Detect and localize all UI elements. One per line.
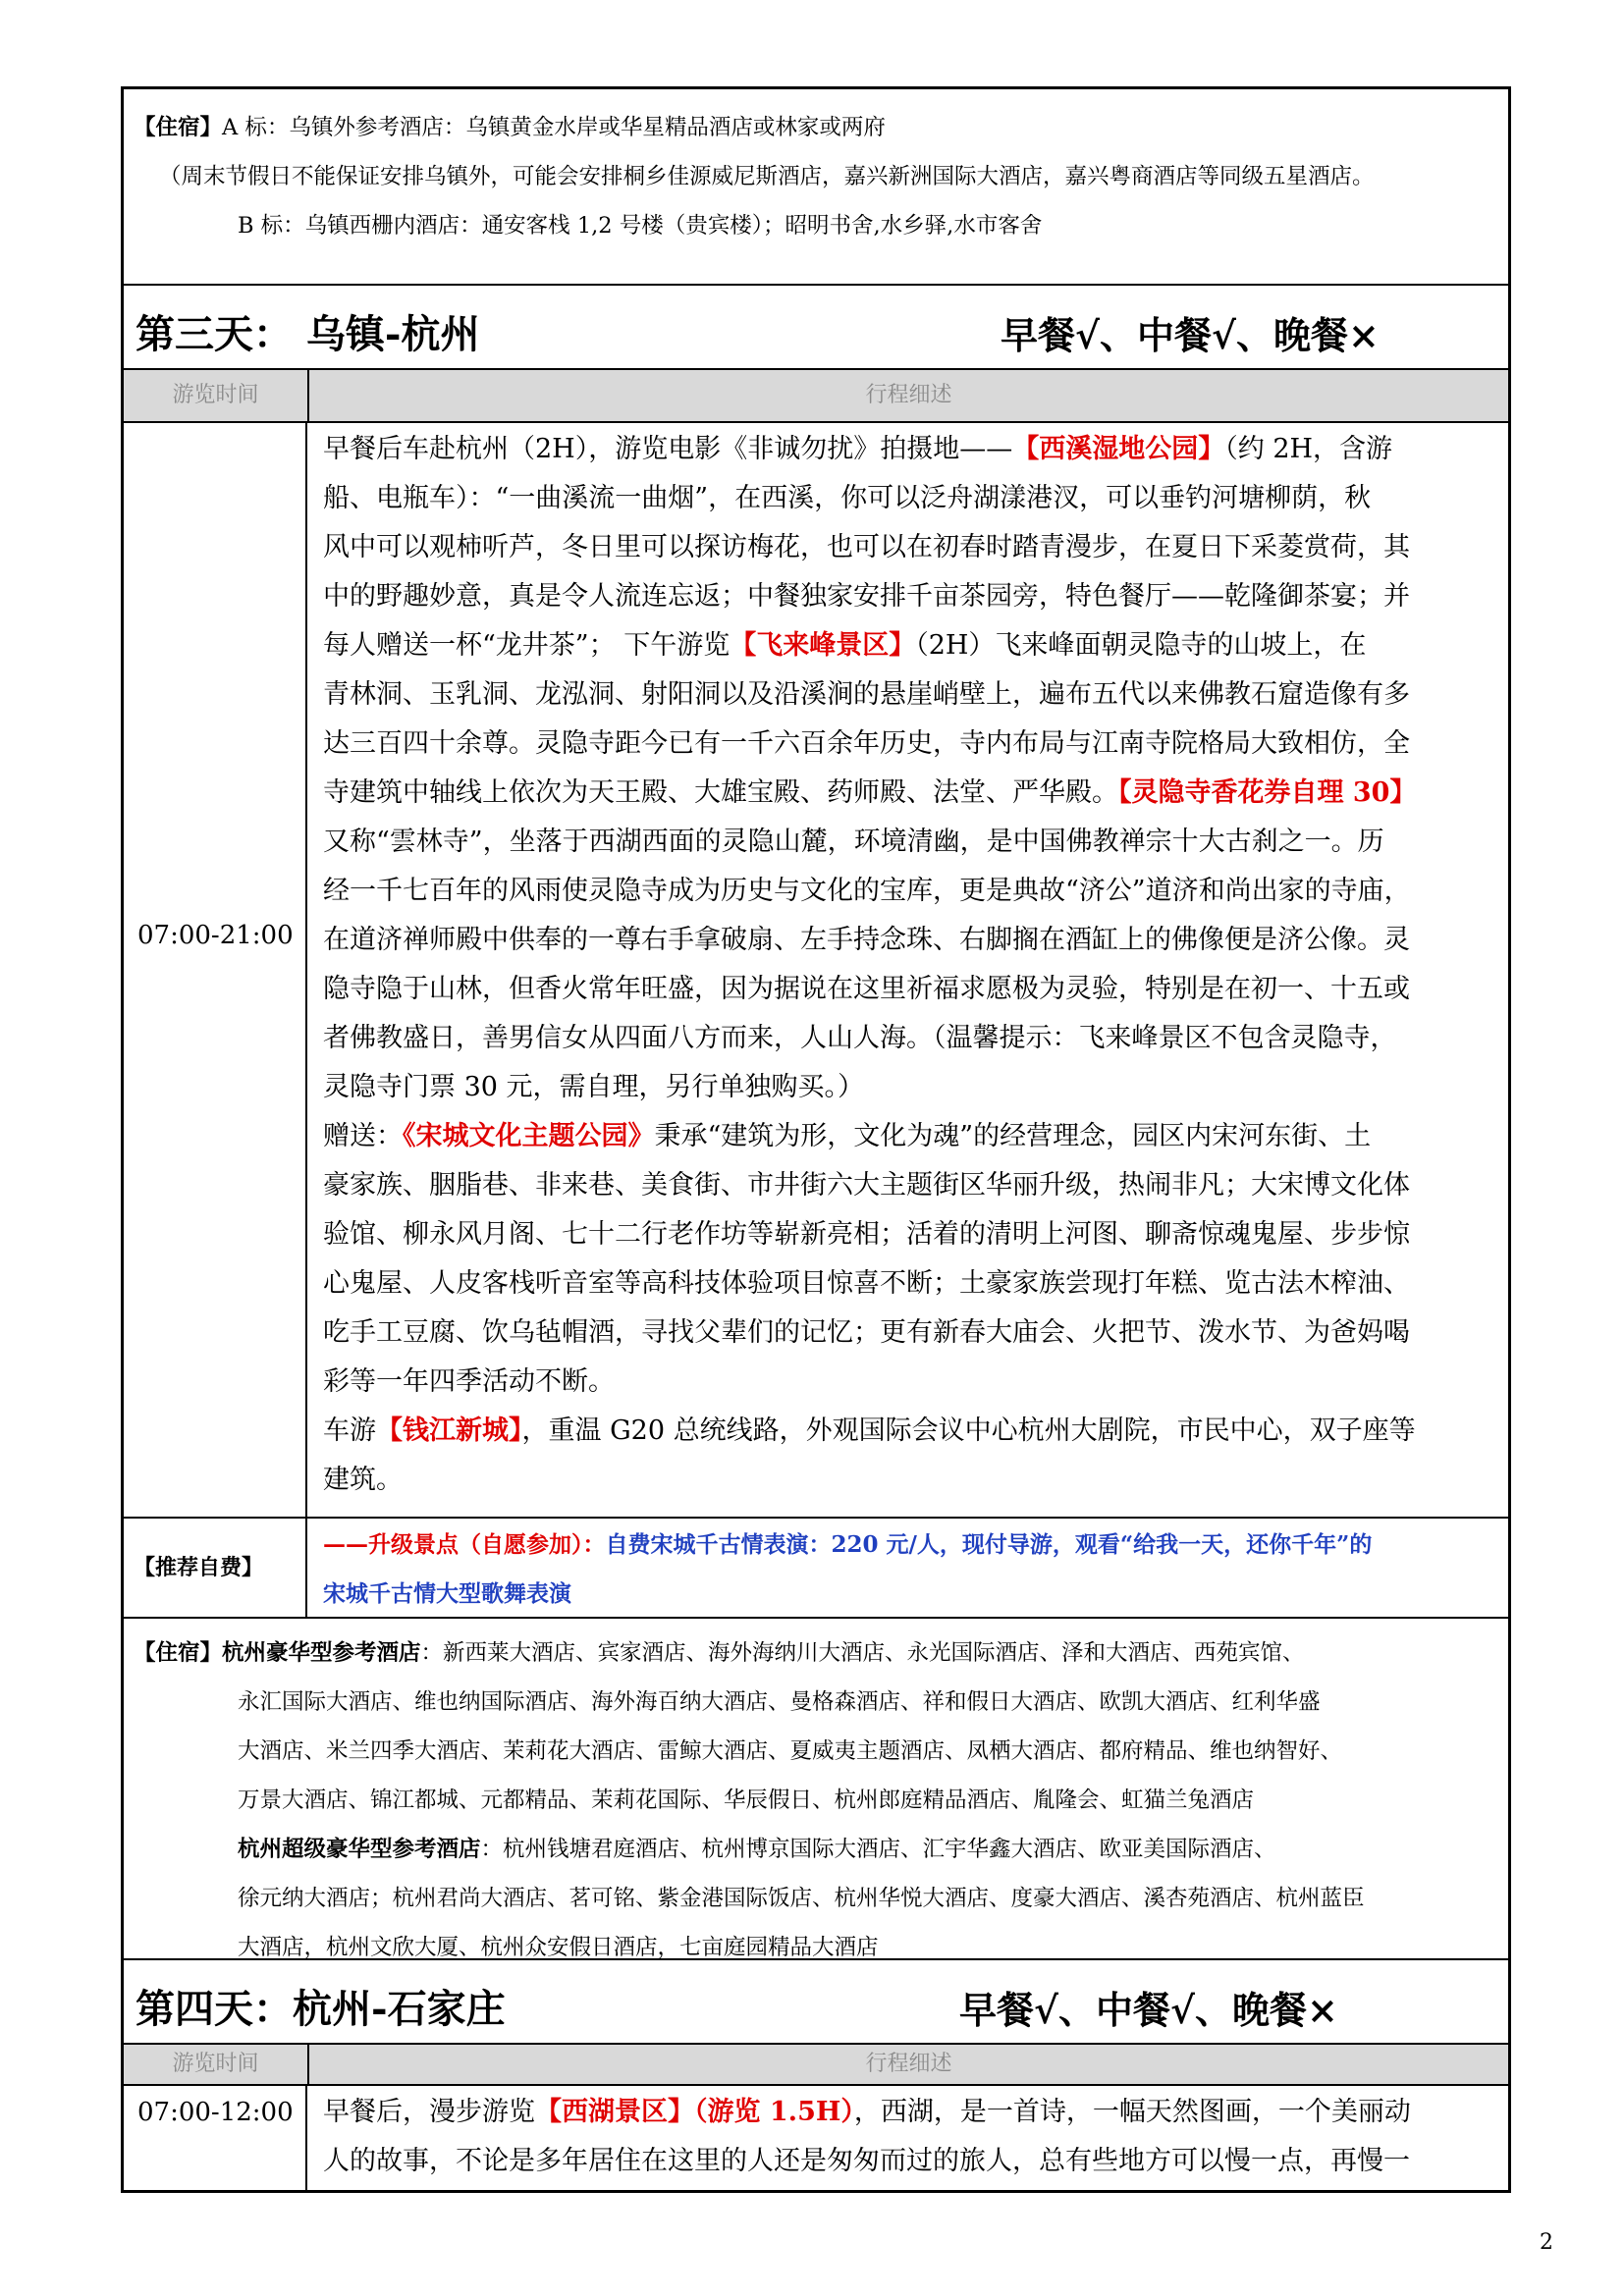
detail-line: [323, 1014, 1498, 1063]
detail-text: 早餐后车赴杭州（2H），游览电影《非诚勿扰》拍摄地——: [323, 434, 1013, 464]
accommodation-line-a: 【住宿】A 标：乌镇外参考酒店：乌镇黄金水岸或华星精品酒店或林家或两府: [134, 115, 886, 140]
detail-text: ，西湖，是一首诗，一幅天然图画，一个美丽动: [853, 2097, 1411, 2127]
attraction-highlight: 【灵隐寺香花券自理 30】: [1118, 777, 1417, 808]
super-hotels-line-3: 大酒店，杭州文欣大厦、杭州众安假日酒店，七亩庭园精品大酒店: [238, 1935, 879, 1960]
detail-text: 隐寺隐于山林，但香火常年旺盛，因为据说在这里祈福求愿极为灵验，特别是在初一、十五或: [323, 974, 1410, 1004]
detail-line: [323, 523, 1498, 572]
attraction-highlight: 【钱江新城】: [376, 1415, 522, 1446]
detail-text: 经一千七百年的风雨使灵隐寺成为历史与文化的宝库，更是典故“济公”道济和尚出家的寺庙，: [323, 876, 1411, 906]
detail-text: 寺建筑中轴线上依次为天王殿、大雄宝殿、药师殿、法堂、严华殿。: [323, 777, 1118, 808]
detail-text: 验馆、柳永风月阁、七十二行老作坊等崭新亮相；活着的清明上河图、聊斋惊魂鬼屋、步步惊: [323, 1219, 1410, 1250]
detail-line: [323, 1210, 1498, 1259]
lux-hotels-line-1: 【住宿】杭州豪华型参考酒店：新西莱大酒店、宾家酒店、海外海纳川大酒店、永光国际酒店、泽和大酒店、西苑宾馆、: [134, 1640, 1305, 1666]
detail-line: [323, 1161, 1498, 1210]
detail-line: [323, 1308, 1498, 1358]
day4-meals: 早餐√、中餐√、晚餐×: [959, 1988, 1338, 2032]
day3-time: 07:00-21:00: [124, 423, 307, 1517]
header-time: 游览时间: [124, 2045, 309, 2084]
detail-text: 在道济禅师殿中供奉的一尊右手拿破扇、左手持念珠、右脚搁在酒缸上的佛像便是济公像。灵: [323, 925, 1410, 955]
detail-text: ，重温 G20 总统线路，外观国际会议中心杭州大剧院，市民中心，双子座等: [521, 1415, 1416, 1446]
day4-title: 第四天：杭州-石家庄: [135, 1986, 506, 2032]
accommodation-note: （周末节假日不能保证安排乌镇外，可能会安排桐乡佳源威尼斯酒店，嘉兴新洲国际大酒店，嘉兴粤商酒店等同级五星酒店。: [159, 164, 1375, 189]
detail-text: （2H）飞来峰面朝灵隐寺的山坡上，在: [915, 630, 1367, 661]
attraction-highlight: 【西湖景区】（游览 1.5H）: [535, 2097, 854, 2127]
detail-text: 赠送：: [323, 1121, 403, 1151]
detail-line: [323, 425, 1498, 474]
recommend-label: 【推荐自费】: [124, 1519, 307, 1617]
detail-text: 人的故事，不论是多年居住在这里的人还是匆匆而过的旅人，总有些地方可以慢一点，再慢一: [323, 2146, 1410, 2176]
detail-text: 达三百四十余尊。灵隐寺距今已有一千六百余年历史，寺内布局与江南寺院格局大致相仿，全: [323, 728, 1410, 759]
detail-line: [323, 1407, 1498, 1456]
lux-hotels-line-3: 大酒店、米兰四季大酒店、茉莉花大酒店、雷鲸大酒店、夏威夷主题酒店、凤栖大酒店、都府精品、维也纳智好、: [238, 1738, 1343, 1764]
accommodation-block-hangzhou: [124, 1617, 1508, 1958]
detail-text: （约 2H，含游: [1224, 434, 1393, 464]
itinerary-page: [121, 86, 1511, 2193]
day4-time: 07:00-12:00: [124, 2086, 307, 2193]
header-detail: 行程细述: [865, 383, 952, 407]
lux-hotels-line-2: 永汇国际大酒店、维也纳国际酒店、海外海百纳大酒店、曼格森酒店、祥和假日大酒店、欧凯大酒店、红利华盛: [238, 1689, 1321, 1715]
day4-table-header: [124, 2043, 1508, 2084]
detail-line: [323, 1456, 1498, 1505]
accommodation-block-wuzhen: [124, 89, 1508, 284]
detail-text: 秉承“建筑为形，文化为魂”的经营理念，园区内宋河东街、土: [654, 1121, 1372, 1151]
attraction-highlight: 【西溪湿地公园】: [1012, 434, 1225, 464]
detail-text: 早餐后，漫步游览: [323, 2097, 535, 2127]
detail-line: [323, 818, 1498, 867]
detail-text: 吃手工豆腐、饮乌毡帽酒，寻找父辈们的记忆；更有新春大庙会、火把节、泼水节、为爸妈喝: [323, 1317, 1410, 1348]
header-detail: 行程细述: [865, 2052, 952, 2076]
day3-detail: [309, 423, 1508, 1505]
attraction-highlight: 《宋城文化主题公园》: [403, 1121, 655, 1151]
detail-line: [323, 1259, 1498, 1308]
detail-text: 豪家族、胭脂巷、非来巷、美食街、市井街六大主题街区华丽升级，热闹非凡；大宋博文化体: [323, 1170, 1410, 1201]
page-number: 2: [1540, 2230, 1553, 2255]
detail-text: 中的野趣妙意，真是令人流连忘返；中餐独家安排千亩茶园旁，特色餐厅——乾隆御茶宴；并: [323, 581, 1410, 612]
detail-line: [323, 572, 1498, 621]
super-hotels-line-2: 徐元纳大酒店；杭州君尚大酒店、茗可铭、紫金港国际饭店、杭州华悦大酒店、度豪大酒店、溪杏苑酒店、杭州蓝臣: [238, 1886, 1365, 1911]
accommodation-label: 【住宿】: [134, 115, 223, 140]
day4-title-row: [124, 1958, 1508, 2043]
day3-schedule-row: [124, 421, 1508, 1517]
detail-text: 风中可以观柿听芦，冬日里可以探访梅花，也可以在初春时踏青漫步，在夏日下采菱赏荷，其: [323, 532, 1410, 562]
detail-line: [323, 621, 1498, 670]
detail-text: 心鬼屋、人皮客栈听音室等高科技体验项目惊喜不断；土豪家族尝现打年糕、览古法木榨油、: [323, 1268, 1410, 1299]
accommodation-line-b: B 标：乌镇西栅内酒店：通安客栈 1,2 号楼（贵宾楼）；昭明书舍,水乡驿,水市客舍: [238, 213, 1043, 239]
detail-line: [323, 867, 1498, 916]
day4-detail: [309, 2086, 1508, 2186]
recommend-row: [124, 1517, 1508, 1617]
header-time: 游览时间: [124, 370, 309, 421]
detail-line: [323, 965, 1498, 1014]
detail-line: [323, 1358, 1498, 1407]
detail-line: [323, 916, 1498, 965]
detail-text: 每人赠送一杯“龙井茶”； 下午游览: [323, 630, 731, 661]
recommend-detail: ——升级景点（自愿参加）：自费宋城千古情表演：220 元/人，现付导游，观看“给我一天，还你千年”的 宋城千古情大型歌舞表演: [323, 1531, 1373, 1607]
detail-line: [323, 2088, 1498, 2137]
day3-title: 第三天： 乌镇-杭州: [135, 311, 480, 357]
detail-text: 彩等一年四季活动不断。: [323, 1366, 615, 1397]
day4-schedule-row: [124, 2084, 1508, 2193]
detail-line: [323, 670, 1498, 720]
detail-text: 车游: [323, 1415, 376, 1446]
attraction-highlight: 【飞来峰景区】: [730, 630, 916, 661]
detail-line: [323, 1112, 1498, 1161]
detail-text: 船、电瓶车）：“一曲溪流一曲烟”，在西溪，你可以泛舟湖漾港汊，可以垂钓河塘柳荫，秋: [323, 483, 1372, 513]
detail-line: [323, 1063, 1498, 1112]
detail-line: [323, 474, 1498, 523]
super-hotels-line-1: 杭州超级豪华型参考酒店：杭州钱塘君庭酒店、杭州博京国际大酒店、汇宇华鑫大酒店、欧亚美国际酒店、: [238, 1837, 1276, 1862]
detail-text: 建筑。: [323, 1465, 403, 1495]
detail-text: 又称“雲林寺”，坐落于西湖西面的灵隐山麓，环境清幽，是中国佛教禅宗十大古刹之一。历: [323, 827, 1384, 857]
detail-text: 青林洞、玉乳洞、龙泓洞、射阳洞以及沿溪涧的悬崖峭壁上，遍布五代以来佛教石窟造像有多: [323, 679, 1410, 710]
day3-title-row: [124, 284, 1508, 368]
detail-line: [323, 720, 1498, 769]
detail-text: 者佛教盛日，善男信女从四面八方而来，人山人海。（温馨提示：飞来峰景区不包含灵隐寺，: [323, 1023, 1397, 1053]
detail-text: 灵隐寺门票 30 元，需自理，另行单独购买。）: [323, 1072, 865, 1102]
day3-meals: 早餐√、中餐√、晚餐×: [1001, 313, 1380, 357]
lux-hotels-line-4: 万景大酒店、锦江都城、元都精品、茉莉花国际、华辰假日、杭州郎庭精品酒店、胤隆会、虹猫兰兔酒店: [238, 1788, 1255, 1813]
detail-line: [323, 769, 1498, 818]
day3-table-header: [124, 368, 1508, 421]
detail-line: [323, 2137, 1498, 2186]
